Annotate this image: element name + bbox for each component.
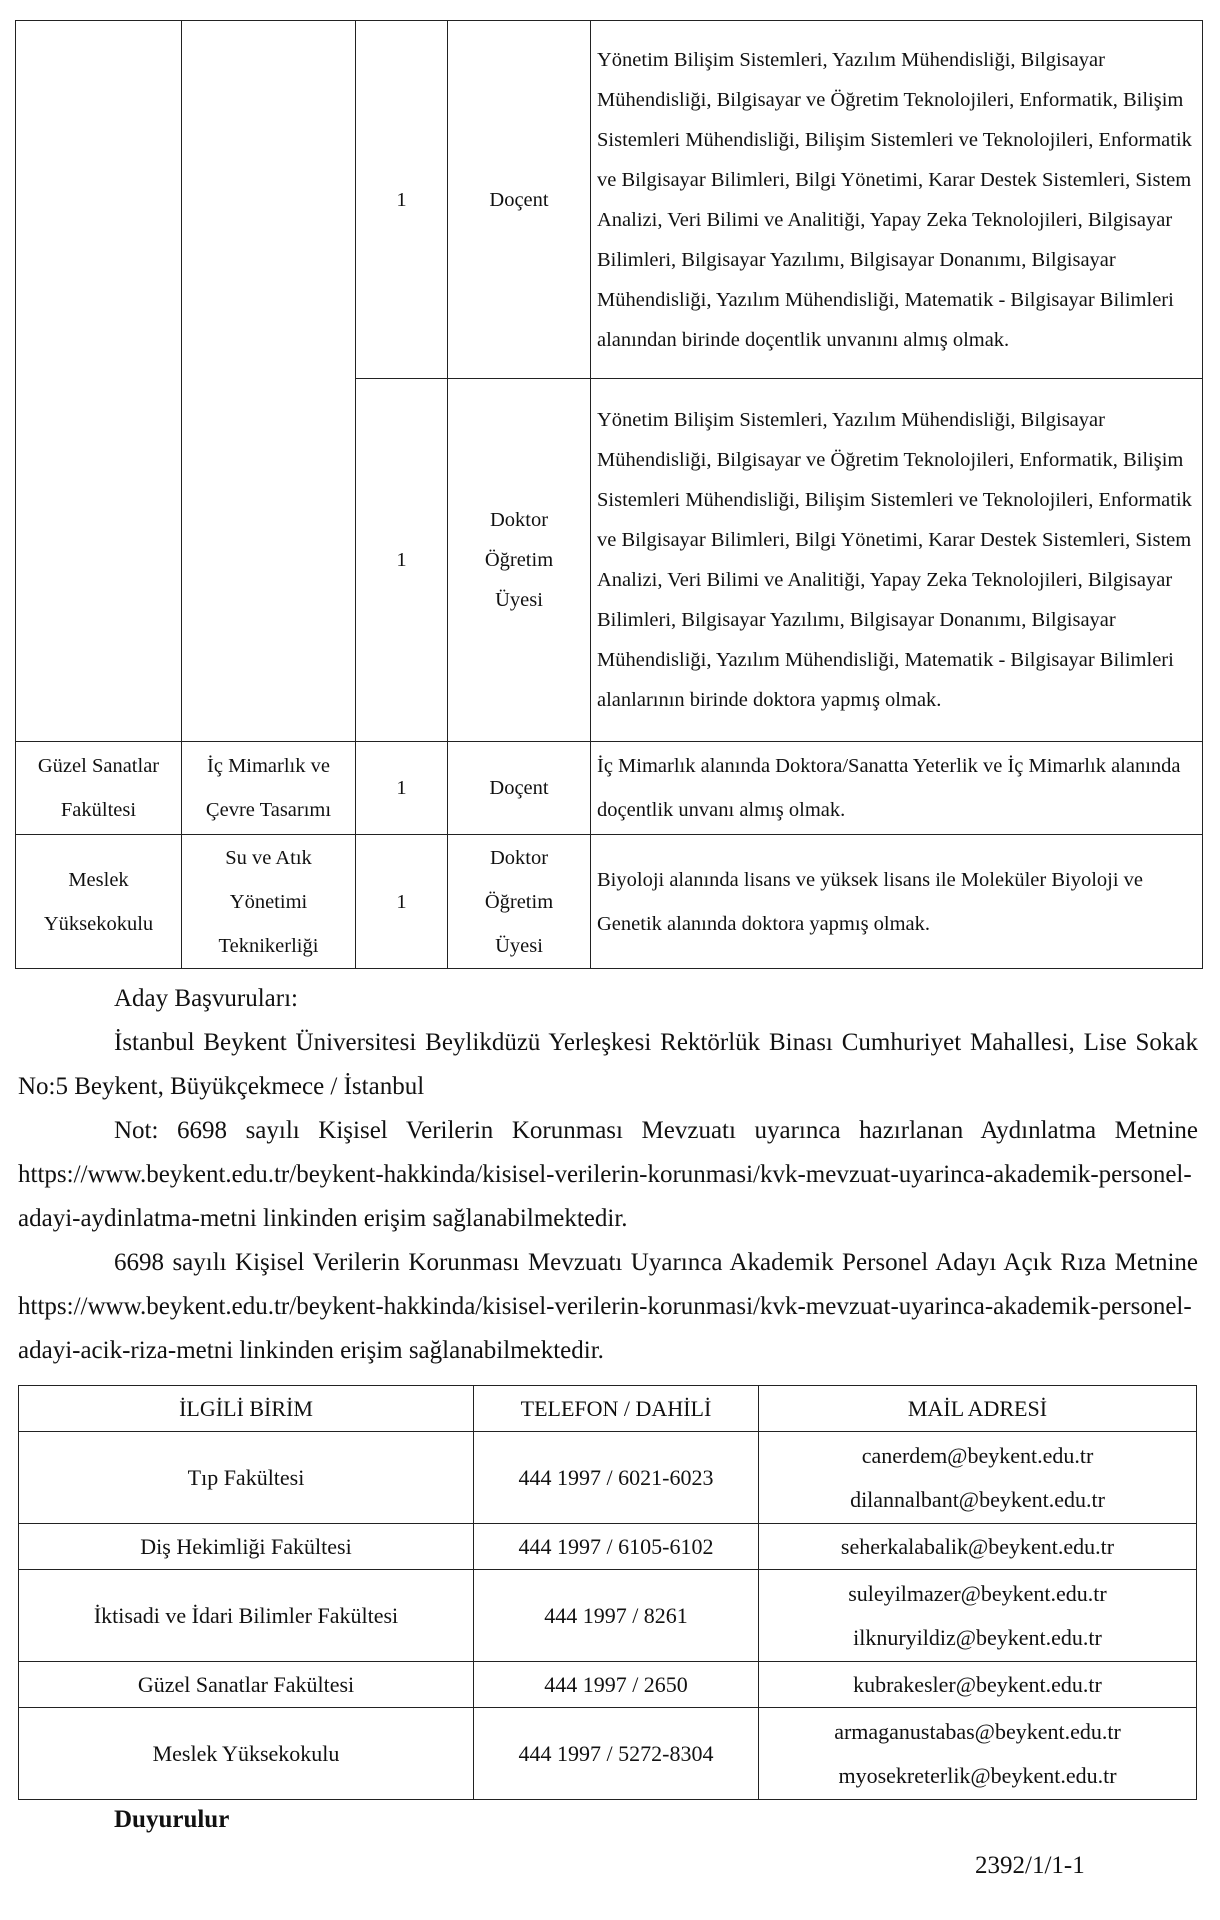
count-cell: 1 [356,379,448,742]
table-row [19,1708,1197,1800]
column-header: MAİL ADRESİ [759,1386,1197,1432]
requirement-cell: Biyoloji alanında lisans ve yüksek lisans ile Moleküler Biyoloji ve Genetik alanında doktora yapmış olmak. [591,835,1203,969]
title-cell: Doçent [448,21,591,379]
mail-cell [759,1708,1197,1800]
mail-cell [759,1524,1197,1570]
applications-heading: Aday Başvuruları: [114,985,298,1012]
positions-table [15,20,1203,969]
email-link[interactable]: ilknuryildiz@beykent.edu.tr [853,1624,1102,1650]
consent-note-paragraph: 6698 sayılı Kişisel Verilerin Korunması Mevzuatı Uyarınca Akademik Personel Adayı Açık Rıza Metnine https://www.beykent.edu.tr/beykent-hakkinda/kisisel-verilerin-korunmasi/kvk-mevzuat-uyarinca-akademik-personel-adayi-acik-riza-metni linkinden erişim sağlanabilmektedir. [18,1249,1198,1364]
mail-cell [759,1662,1197,1708]
phone-cell: 444 1997 / 5272-8304 [474,1708,759,1800]
email-link[interactable]: seherkalabalik@beykent.edu.tr [840,1533,1115,1559]
phone-cell: 444 1997 / 8261 [474,1570,759,1662]
email-link[interactable]: dilannalbant@beykent.edu.tr [850,1486,1105,1512]
contacts-table [18,1385,1197,1800]
table-row [19,1570,1197,1662]
address-paragraph: İstanbul Beykent Üniversitesi Beylikdüzü Yerleşkesi Rektörlük Binası Cumhuriyet Mahallesi, Lise Sokak No:5 Beykent, Büyükçekmece / İstanbul [18,1029,1198,1100]
count-cell: 1 [356,742,448,835]
email-link[interactable]: kubrakesler@beykent.edu.tr [853,1671,1102,1697]
email-link[interactable]: armaganustabas@beykent.edu.tr [834,1718,1121,1744]
privacy-note-paragraph: Not: 6698 sayılı Kişisel Verilerin Korunması Mevzuatı uyarınca hazırlanan Aydınlatma Metnine https://www.beykent.edu.tr/beykent-hakkinda/kisisel-verilerin-korunmasi/kvk-mevzuat-uyarinca-akademik-personel-adayi-aydinlatma-metni linkinden erişim sağlanabilmektedir. [18,1117,1198,1232]
faculty-cell: Meslek Yüksekokulu [16,835,182,969]
requirement-cell: Yönetim Bilişim Sistemleri, Yazılım Mühendisliği, Bilgisayar Mühendisliği, Bilgisayar ve Öğretim Teknolojileri, Enformatik, Bilişim Sistemleri Mühendisliği, Bilişim Sistemleri ve Teknolojileri, Enformatik ve Bilgisayar Bilimleri, Bilgi Yönetimi, Karar Destek Sistemleri, Sistem Analizi, Veri Bilimi ve Analitiği, Yapay Zeka Teknolojileri, Bilgisayar Bilimleri, Bilgisayar Yazılımı, Bilgisayar Donanımı, Bilgisayar Mühendisliği, Yazılım Mühendisliği, Matematik - Bilgisayar Bilimleri alanından birinde doçentlik unvanını almış olmak. [591,21,1203,379]
title-cell: Doktor Öğretim Üyesi [448,835,591,969]
phone-cell: 444 1997 / 6021-6023 [474,1432,759,1524]
mail-cell [759,1432,1197,1524]
department-cell [182,21,356,742]
unit-cell: Diş Hekimliği Fakültesi [19,1524,474,1570]
table-row [19,1432,1197,1524]
table-row [19,1524,1197,1570]
faculty-cell [16,21,182,742]
faculty-cell: Güzel Sanatlar Fakültesi [16,742,182,835]
column-header: TELEFON / DAHİLİ [474,1386,759,1432]
count-cell: 1 [356,21,448,379]
unit-cell: Tıp Fakültesi [19,1432,474,1524]
table-header-row [19,1386,1197,1432]
phone-cell: 444 1997 / 6105-6102 [474,1524,759,1570]
mail-cell [759,1570,1197,1662]
column-header: İLGİLİ BİRİM [19,1386,474,1432]
requirement-cell: İç Mimarlık alanında Doktora/Sanatta Yeterlik ve İç Mimarlık alanında doçentlik unvanı almış olmak. [591,742,1203,835]
count-cell: 1 [356,835,448,969]
unit-cell: Meslek Yüksekokulu [19,1708,474,1800]
title-cell: Doçent [448,742,591,835]
table-row [16,835,1203,969]
email-link[interactable]: canerdem@beykent.edu.tr [861,1442,1094,1468]
phone-cell: 444 1997 / 2650 [474,1662,759,1708]
table-row [19,1662,1197,1708]
table-row [16,742,1203,835]
table-row [16,21,1203,379]
department-cell: Su ve Atık Yönetimi Teknikerliği [182,835,356,969]
title-cell: Doktor Öğretim Üyesi [448,379,591,742]
department-cell: İç Mimarlık ve Çevre Tasarımı [182,742,356,835]
unit-cell: İktisadi ve İdari Bilimler Fakültesi [19,1570,474,1662]
unit-cell: Güzel Sanatlar Fakültesi [19,1662,474,1708]
announcement-label: Duyurulur [114,1806,230,1833]
email-link[interactable]: suleyilmazer@beykent.edu.tr [848,1580,1107,1606]
requirement-cell: Yönetim Bilişim Sistemleri, Yazılım Mühendisliği, Bilgisayar Mühendisliği, Bilgisayar ve Öğretim Teknolojileri, Enformatik, Bilişim Sistemleri Mühendisliği, Bilişim Sistemleri ve Teknolojileri, Enformatik ve Bilgisayar Bilimleri, Bilgi Yönetimi, Karar Destek Sistemleri, Sistem Analizi, Veri Bilimi ve Analitiği, Yapay Zeka Teknolojileri, Bilgisayar Bilimleri, Bilgisayar Yazılımı, Bilgisayar Donanımı, Bilgisayar Mühendisliği, Yazılım Mühendisliği, Matematik - Bilgisayar Bilimleri alanlarının birinde doktora yapmış olmak. [591,379,1203,742]
email-link[interactable]: myosekreterlik@beykent.edu.tr [838,1762,1117,1788]
reference-number: 2392/1/1-1 [975,1852,1085,1879]
